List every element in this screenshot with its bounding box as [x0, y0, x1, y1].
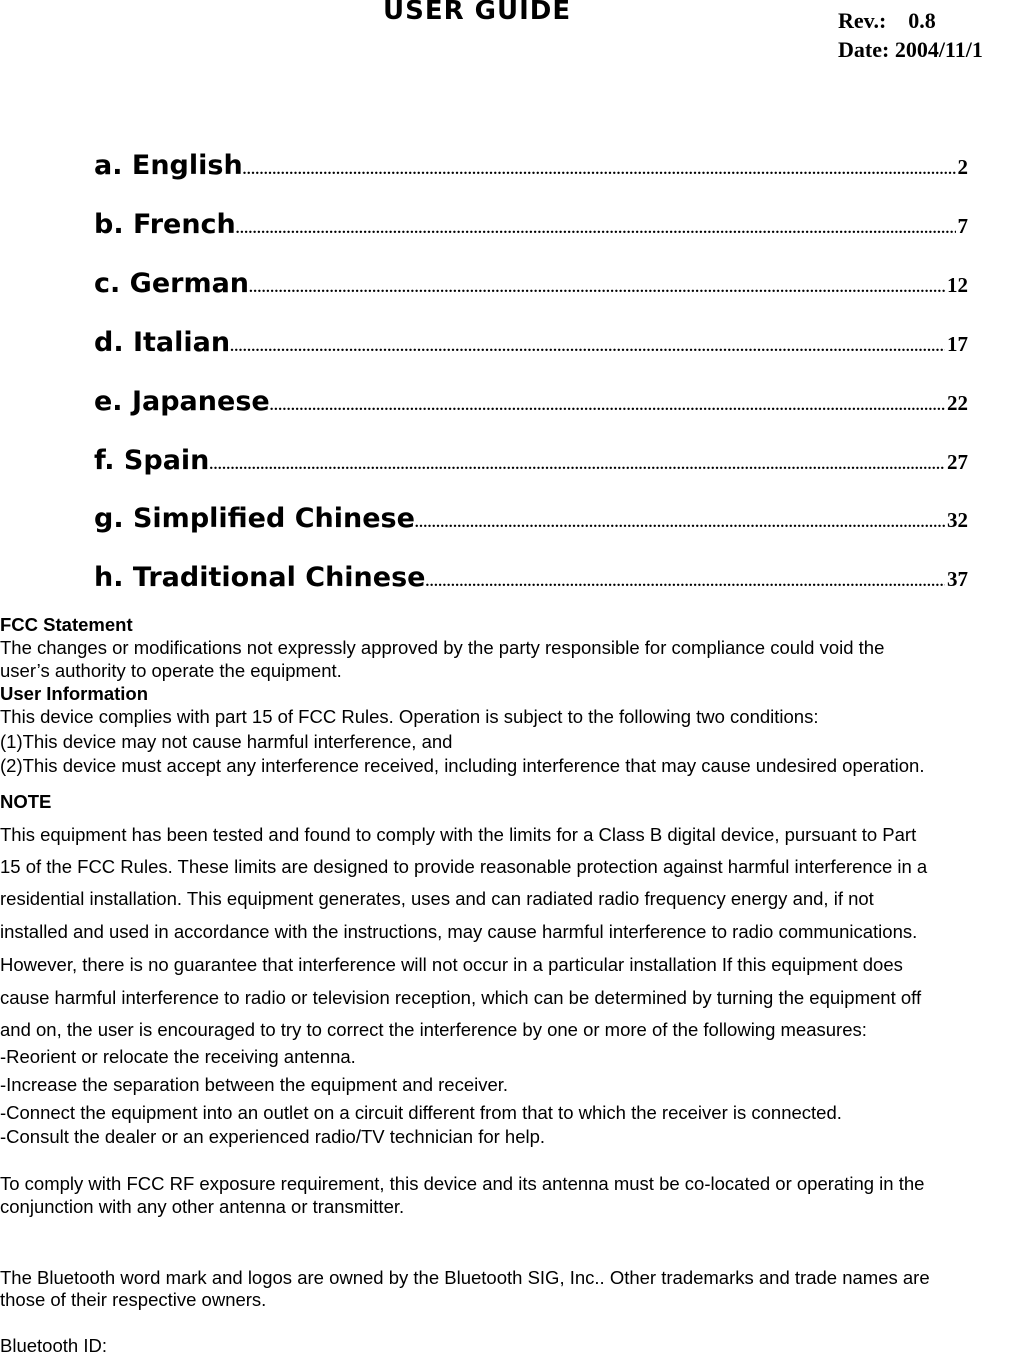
measure-item: -Consult the dealer or an experienced radio/TV technician for help.	[0, 1126, 546, 1147]
toc-entry[interactable]	[94, 386, 968, 426]
rev-value: 0.8	[908, 8, 936, 33]
toc-leader	[425, 574, 945, 591]
date-label: Date:	[838, 37, 890, 62]
user-info-text: (2)This device must accept any interference received, including interference that may cause undesired operation.	[0, 755, 925, 776]
toc-page: 22	[947, 391, 968, 415]
note-heading: NOTE	[0, 791, 52, 812]
toc-leader	[230, 339, 945, 356]
toc-page: 32	[947, 508, 968, 532]
fcc-text: user’s authority to operate the equipment.	[0, 660, 342, 681]
user-info-text: This device complies with part 15 of FCC Rules. Operation is subject to the following two conditions:	[0, 706, 819, 727]
toc-label: c. German	[94, 268, 250, 299]
note-text: installed and used in accordance with the instructions, may cause harmful interference to radio communications.	[0, 921, 918, 942]
toc-leader	[249, 280, 945, 297]
note-text: 15 of the FCC Rules. These limits are designed to provide reasonable protection against harmful interference in a	[0, 856, 928, 877]
toc-page: 12	[947, 273, 968, 297]
rev-label: Rev.:	[838, 8, 887, 33]
toc-page: 37	[947, 567, 968, 591]
fcc-text: The changes or modifications not expressly approved by the party responsible for compliance could void the	[0, 637, 885, 658]
toc-entry[interactable]	[94, 445, 968, 485]
note-text: cause harmful interference to radio or television reception, which can be determined by turning the equipment off	[0, 987, 922, 1008]
bluetooth-id-label: Bluetooth ID:	[0, 1335, 107, 1356]
toc-page: 2	[957, 155, 968, 179]
rf-exposure-text: To comply with FCC RF exposure requirement, this device and its antenna must be co-located or operating in the	[0, 1173, 925, 1194]
toc-label: e. Japanese	[94, 386, 270, 417]
toc-leader	[209, 457, 945, 474]
toc-leader	[415, 515, 945, 532]
measure-item: -Reorient or relocate the receiving antenna.	[0, 1046, 356, 1067]
toc-label: h. Traditional Chinese	[94, 562, 426, 593]
measure-item: -Connect the equipment into an outlet on a circuit different from that to which the receiver is connected.	[0, 1102, 842, 1123]
toc-entry[interactable]	[94, 150, 968, 190]
toc-leader	[243, 162, 956, 179]
note-text: This equipment has been tested and found to comply with the limits for a Class B digital device, pursuant to Part	[0, 824, 917, 845]
toc-entry[interactable]	[94, 327, 968, 367]
fcc-heading: FCC Statement	[0, 614, 133, 635]
user-info-text: (1)This device may not cause harmful interference, and	[0, 731, 453, 752]
bluetooth-trademark-text: The Bluetooth word mark and logos are owned by the Bluetooth SIG, Inc.. Other trademarks and trade names are	[0, 1267, 930, 1288]
note-text: However, there is no guarantee that interference will not occur in a particular installation If this equipment does	[0, 954, 903, 975]
toc-label: b. French	[94, 209, 236, 240]
toc-label: g. Simplified Chinese	[94, 503, 415, 534]
toc-leader	[270, 398, 945, 415]
toc-label: d. Italian	[94, 327, 231, 358]
document-title: USER GUIDE	[383, 0, 572, 26]
note-text: and on, the user is encouraged to try to correct the interference by one or more of the following measures:	[0, 1019, 867, 1040]
toc-page: 27	[947, 450, 968, 474]
toc-label: f. Spain	[94, 445, 210, 476]
toc-label: a. English	[94, 150, 243, 181]
rf-exposure-text: conjunction with any other antenna or transmitter.	[0, 1196, 405, 1217]
toc-entry[interactable]	[94, 209, 968, 249]
toc-leader	[236, 221, 956, 238]
date-value: 2004/11/1	[894, 37, 983, 62]
toc-page: 7	[957, 214, 968, 238]
note-text: residential installation. This equipment generates, uses and can radiated radio frequency energy and, if not	[0, 888, 874, 909]
toc-entry[interactable]	[94, 268, 968, 308]
revision-info	[838, 6, 983, 64]
bluetooth-trademark-text: those of their respective owners.	[0, 1289, 267, 1310]
measure-item: -Increase the separation between the equipment and receiver.	[0, 1074, 509, 1095]
user-info-heading: User Information	[0, 683, 149, 704]
toc-page: 17	[947, 332, 968, 356]
toc-entry[interactable]	[94, 562, 968, 602]
toc-entry[interactable]	[94, 503, 968, 543]
